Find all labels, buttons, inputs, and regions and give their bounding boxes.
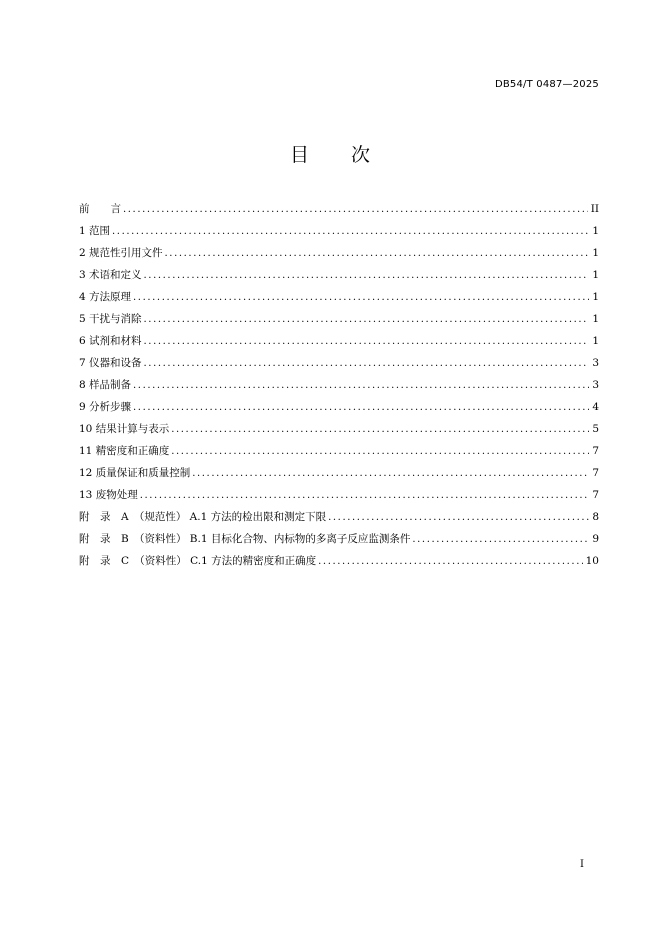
toc-entry-9[interactable]: [79, 398, 599, 420]
toc-entry-appendix-c[interactable]: [79, 552, 599, 574]
toc-heading-char-1: 目: [289, 144, 311, 166]
toc-leader-dots: [144, 267, 590, 285]
toc-entry-label: 附 录 C （资料性） C.1 方法的精密度和正确度: [79, 555, 317, 567]
toc-entry-label: 9 分析步骤: [79, 401, 132, 413]
page-number: I: [580, 859, 584, 870]
toc-entry-6[interactable]: [79, 332, 599, 354]
toc-leader-dots: [318, 553, 582, 571]
toc-entry-10[interactable]: [79, 420, 599, 442]
toc-entry-12[interactable]: [79, 464, 599, 486]
toc-heading-char-2: 次: [351, 144, 373, 166]
toc-entry-label: 2 规范性引用文件: [79, 247, 163, 259]
toc-entry-page: 9: [592, 533, 599, 545]
toc-entry-page: 1: [592, 247, 599, 259]
toc-entry-label: 4 方法原理: [79, 291, 132, 303]
toc-entry-label: 7 仪器和设备: [79, 357, 142, 369]
toc-entry-label: 前 言: [79, 203, 121, 215]
toc-entry-page: 4: [592, 401, 599, 413]
toc-entry-13[interactable]: [79, 486, 599, 508]
toc-entry-label: 10 结果计算与表示: [79, 423, 170, 435]
toc-entry-page: 1: [592, 313, 599, 325]
toc-leader-dots: [192, 465, 589, 483]
toc-entry-label: 11 精密度和正确度: [79, 445, 170, 457]
toc-entry-page: 8: [592, 511, 599, 523]
toc-leader-dots: [144, 355, 590, 373]
toc-entry-page: 10: [585, 555, 599, 567]
toc-entry-page: 1: [592, 225, 599, 237]
toc-entry-label: 附 录 A （规范性） A.1 方法的检出限和测定下限: [79, 511, 327, 523]
toc-entry-page: 1: [592, 269, 599, 281]
toc-leader-dots: [140, 487, 590, 505]
toc-leader-dots: [133, 399, 589, 417]
toc-leader-dots: [133, 377, 589, 395]
toc-entry-page: 7: [592, 489, 599, 501]
toc-leader-dots: [123, 201, 588, 219]
toc-entry-page: 3: [592, 357, 599, 369]
toc-leader-dots: [112, 223, 589, 241]
toc-leader-dots: [328, 509, 589, 527]
toc-entry-page: 1: [592, 335, 599, 347]
toc-entry-appendix-a[interactable]: [79, 508, 599, 530]
toc-leader-dots: [144, 311, 590, 329]
toc-entry-label: 6 试剂和材料: [79, 335, 142, 347]
toc-entry-label: 13 废物处理: [79, 489, 138, 501]
document-code: DB54/T 0487—2025: [494, 79, 599, 90]
toc-entry-label: 12 质量保证和质量控制: [79, 467, 191, 479]
toc-entry-appendix-b[interactable]: [79, 530, 599, 552]
toc-entry-page: II: [590, 203, 599, 215]
toc-leader-dots: [171, 443, 589, 461]
toc-leader-dots: [144, 333, 590, 351]
toc-leader-dots: [412, 531, 589, 549]
toc-heading: [0, 140, 662, 167]
toc-leader-dots: [165, 245, 590, 263]
toc-leader-dots: [133, 289, 589, 307]
toc-entry-label: 8 样品制备: [79, 379, 132, 391]
toc-entry-foreword[interactable]: [79, 200, 599, 222]
toc-entry-1[interactable]: [79, 222, 599, 244]
table-of-contents: [79, 200, 599, 574]
toc-entry-page: 3: [592, 379, 599, 391]
toc-entry-page: 7: [592, 445, 599, 457]
toc-entry-label: 1 范围: [79, 225, 111, 237]
toc-entry-7[interactable]: [79, 354, 599, 376]
toc-entry-label: 3 术语和定义: [79, 269, 142, 281]
toc-leader-dots: [171, 421, 589, 439]
toc-entry-label: 附 录 B （资料性） B.1 目标化合物、内标物的多离子反应监测条件: [79, 533, 411, 545]
toc-entry-5[interactable]: [79, 310, 599, 332]
toc-entry-page: 1: [592, 291, 599, 303]
toc-entry-page: 5: [592, 423, 599, 435]
toc-entry-11[interactable]: [79, 442, 599, 464]
toc-entry-3[interactable]: [79, 266, 599, 288]
toc-entry-4[interactable]: [79, 288, 599, 310]
toc-entry-2[interactable]: [79, 244, 599, 266]
toc-entry-8[interactable]: [79, 376, 599, 398]
toc-entry-page: 7: [592, 467, 599, 479]
toc-entry-label: 5 干扰与消除: [79, 313, 142, 325]
